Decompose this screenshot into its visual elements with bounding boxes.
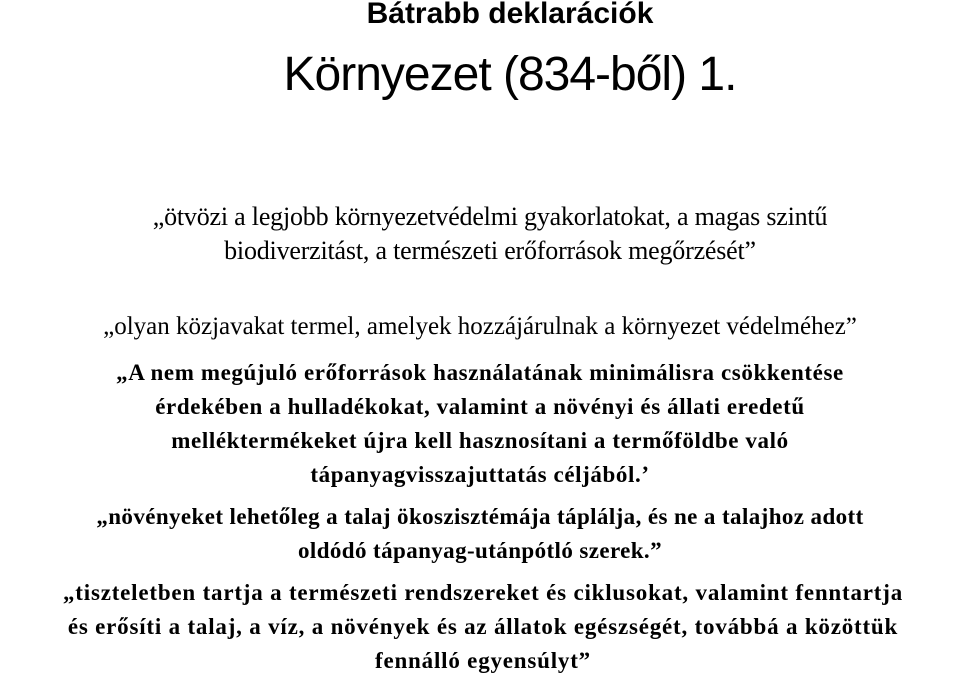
slide-title: Környezet (834-ből) 1. (283, 48, 737, 101)
quote-line: érdekében a hulladékokat, valamint a növényi és állati eredetű (155, 394, 805, 419)
quote-biodiversity (10, 200, 960, 268)
quote-line: és erősíti a talaj, a víz, a növények és az állatok egészségét, továbbá a közöttük (67, 614, 899, 639)
quote-soil-ecosystem (0, 500, 960, 568)
quote-line: „A nem megújuló erőforrások használatának minimálisra csökkentése (116, 360, 844, 385)
quote-line: melléktermékeket újra kell hasznosítani a termőföldbe való (171, 428, 789, 453)
quote-line: fennálló egyensúlyt” (375, 648, 591, 673)
quote-line: biodiverzitást, a természeti erőforrások megőrzését” (224, 236, 756, 265)
quote-line: „ötvözi a legjobb környezetvédelmi gyakorlatokat, a magas szintű (152, 202, 828, 231)
quote-line: „tiszteletben tartja a természeti rendszereket és ciklusokat, valamint fenntartja (63, 580, 903, 605)
slide-heading: Bátrabb deklarációk (366, 0, 654, 30)
quote-natural-systems (0, 576, 960, 678)
quote-non-renewable-resources (0, 356, 960, 492)
quote-line: oldódó tápanyag-utánpótló szerek.” (298, 538, 662, 563)
quote-public-goods (0, 310, 960, 344)
quote-line: „olyan közjavakat termel, amelyek hozzájárulnak a környezet védelméhez” (103, 313, 857, 340)
quote-line: „növényeket lehetőleg a talaj ökoszisztémája táplálja, és ne a talajhoz adott (96, 504, 864, 529)
quote-line: tápanyagvisszajuttatás céljából.’ (310, 462, 650, 487)
